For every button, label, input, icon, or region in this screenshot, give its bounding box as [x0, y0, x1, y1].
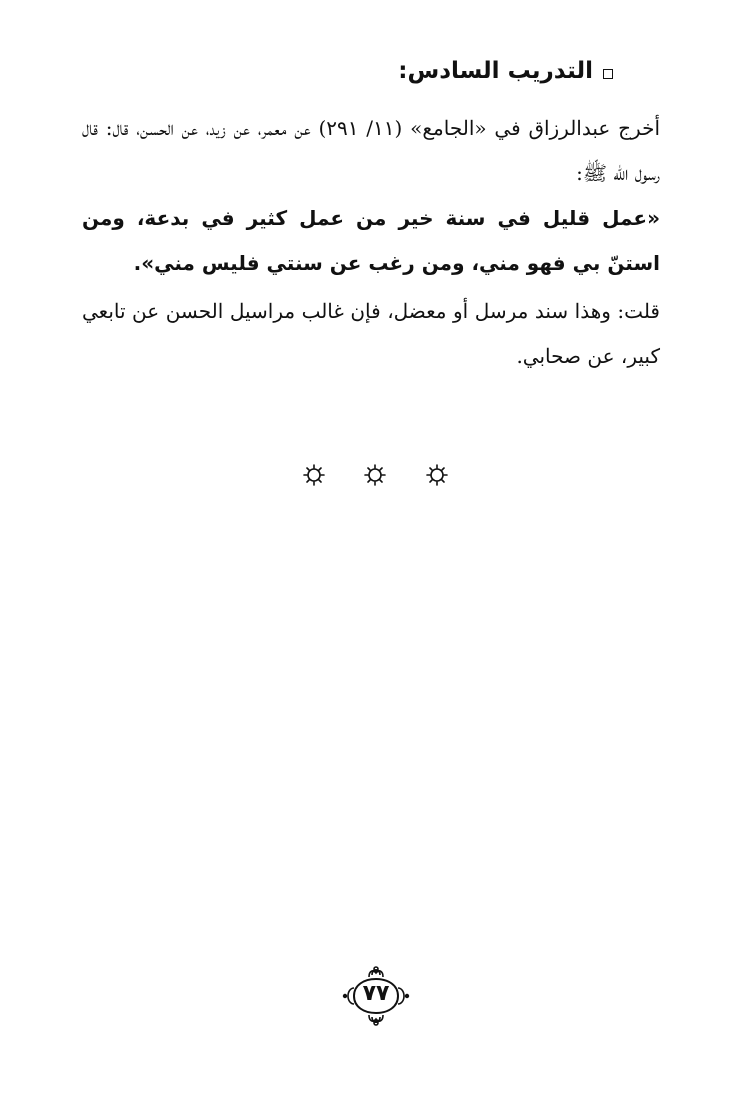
- section-title: التدريب السادس:: [398, 58, 593, 84]
- commentary-paragraph: قلت: وهذا سند مرسل أو معضل، فإن غالب مراسيل الحسن عن تابعي كبير، عن صحابي.: [82, 299, 660, 368]
- narration-paragraph: أخرج عبدالرزاق في «الجامع» (١١/ ٢٩١) عن معمر، عن زيد، عن الحسن، قال: قال رسول الله ﷺ:: [82, 116, 660, 185]
- page-number-badge: [340, 965, 412, 1027]
- page-number: ٧٧: [362, 981, 390, 1006]
- hadith-text: «عمل قليل في سنة خير من عمل كثير في بدعة، ومن استنّ بي فهو مني، ومن رغب عن سنتي فليس مني».: [82, 206, 660, 275]
- star-ornament-icon: [426, 464, 448, 486]
- section-heading: [398, 58, 613, 84]
- square-bullet-icon: [603, 69, 613, 79]
- star-ornament-icon: [303, 464, 325, 486]
- section-divider: [0, 462, 750, 492]
- star-ornament-icon: [364, 464, 386, 486]
